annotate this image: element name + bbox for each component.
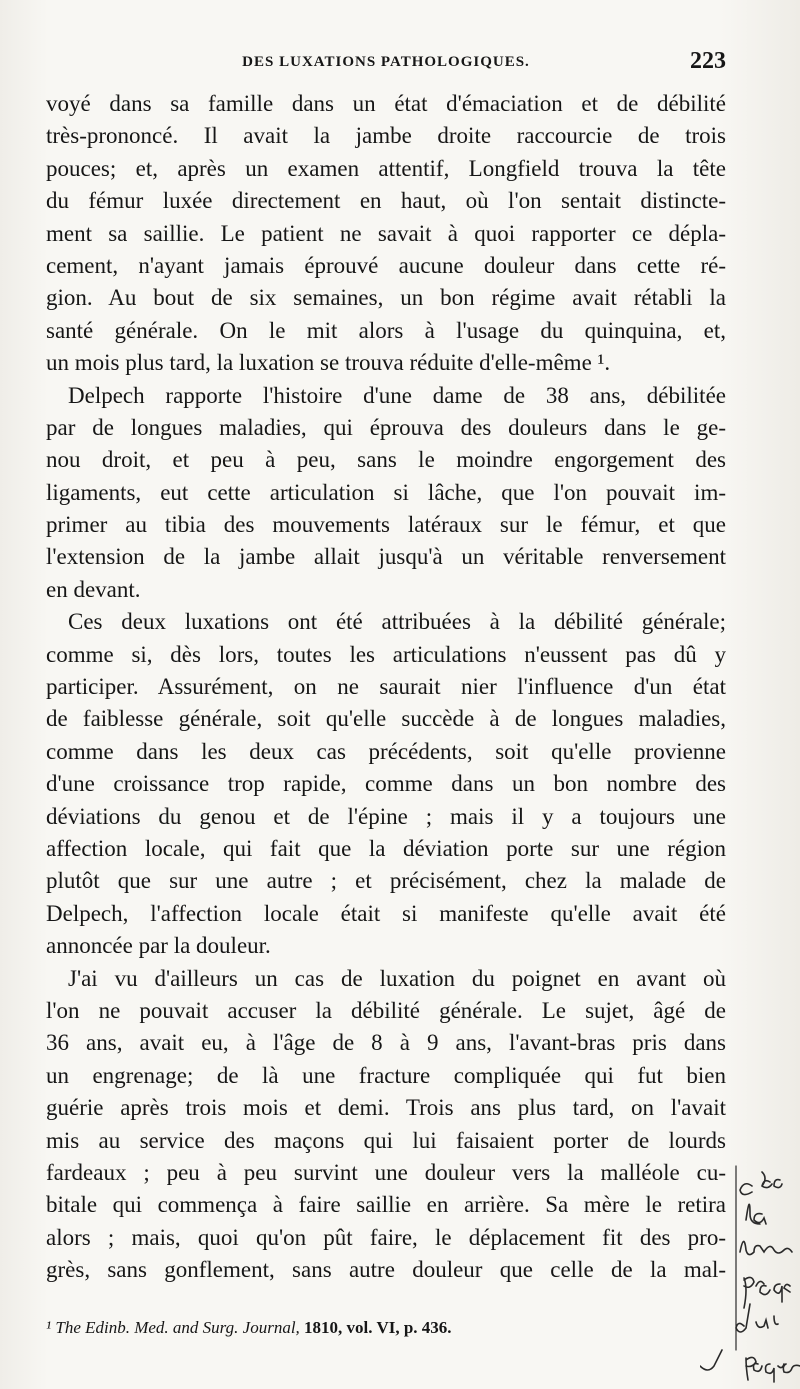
text-line: l'extension de la jambe allait jusqu'à un véritable renversement bbox=[46, 544, 726, 570]
text-line: ligaments, eut cette articulation si lâche, que l'on pouvait im- bbox=[46, 479, 726, 505]
text-line: Delpech, l'affection locale était si manifeste qu'elle avait été bbox=[46, 900, 726, 926]
text-line: gion. Au bout de six semaines, un bon régime avait rétabli la bbox=[46, 285, 726, 311]
footnote-citation: The Edinb. Med. and Surg. Journal, bbox=[55, 1318, 300, 1337]
text-line: plutôt que sur une autre ; et précisément, chez la malade de bbox=[46, 868, 726, 894]
running-title: DES LUXATIONS PATHOLOGIQUES. bbox=[242, 54, 530, 70]
text-line: bitale qui commença à faire saillie en arrière. Sa mère le retira bbox=[46, 1192, 726, 1218]
text-line: affection locale, qui fait que la déviation porte sur une région bbox=[46, 835, 726, 861]
text-line: cement, n'ayant jamais éprouvé aucune douleur dans cette ré- bbox=[46, 252, 726, 278]
text-line: ment sa saillie. Le patient ne savait à quoi rapporter ce dépla- bbox=[46, 220, 726, 246]
text-line: annoncée par la douleur. bbox=[46, 933, 271, 959]
text-line: en devant. bbox=[46, 576, 141, 602]
text-line: d'une croissance trop rapide, comme dans un bon nombre des bbox=[46, 771, 726, 797]
text-line: un mois plus tard, la luxation se trouva réduite d'elle-même ¹. bbox=[46, 350, 611, 376]
page-number: 223 bbox=[690, 48, 726, 74]
text-line: nou droit, et peu à peu, sans le moindre engorgement des bbox=[46, 447, 726, 473]
text-line: grès, sans gonflement, sans autre douleur que celle de la mal- bbox=[46, 1257, 726, 1283]
text-line: J'ai vu d'ailleurs un cas de luxation du poignet en avant où bbox=[68, 965, 726, 991]
text-line: comme dans les deux cas précédents, soit qu'elle provienne bbox=[46, 738, 726, 764]
text-line: primer au tibia des mouvements latéraux sur le fémur, et que bbox=[46, 512, 726, 538]
text-line: participer. Assurément, on ne saurait nier l'influence d'un état bbox=[46, 674, 726, 700]
text-line: fardeaux ; peu à peu survint une douleur vers la malléole cu- bbox=[46, 1159, 726, 1185]
text-line: très-prononcé. Il avait la jambe droite raccourcie de trois bbox=[46, 123, 726, 149]
text-line: Delpech rapporte l'histoire d'une dame de 38 ans, débilitée bbox=[68, 382, 726, 408]
footnote-marker: ¹ bbox=[46, 1318, 52, 1337]
text-line: du fémur luxée directement en haut, où l'on sentait distincte- bbox=[46, 188, 726, 214]
text-line: de faiblesse générale, soit qu'elle succède à de longues maladies, bbox=[46, 706, 726, 732]
text-line: comme si, dès lors, toutes les articulations n'eussent pas dû y bbox=[46, 641, 726, 667]
text-line: Ces deux luxations ont été attribuées à la débilité générale; bbox=[68, 609, 726, 635]
text-line: mis au service des maçons qui lui faisaient porter de lourds bbox=[46, 1127, 726, 1153]
text-line: pouces; et, après un examen attentif, Longfield trouva la tête bbox=[46, 155, 726, 181]
text-line: 36 ans, avait eu, à l'âge de 8 à 9 ans, l'avant-bras pris dans bbox=[46, 1030, 726, 1056]
text-line: déviations du genou et de l'épine ; mais il y a toujours une bbox=[46, 803, 726, 829]
text-line: alors ; mais, quoi qu'on pût faire, le déplacement fit des pro- bbox=[46, 1224, 726, 1250]
page-header bbox=[46, 48, 726, 78]
text-line: l'on ne pouvait accuser la débilité générale. Le sujet, âgé de bbox=[46, 997, 726, 1023]
footnote bbox=[46, 1318, 726, 1338]
text-line: un engrenage; de là une fracture compliquée qui fut bien bbox=[46, 1062, 726, 1088]
footnote-details: 1810, vol. VI, p. 436. bbox=[304, 1318, 452, 1337]
handwritten-annotation bbox=[700, 1160, 800, 1389]
text-line: santé générale. On le mit alors à l'usage du quinquina, et, bbox=[46, 317, 726, 343]
body-text bbox=[46, 88, 726, 1286]
text-line: voyé dans sa famille dans un état d'émaciation et de débilité bbox=[46, 91, 726, 116]
text-line: guérie après trois mois et demi. Trois ans plus tard, on l'avait bbox=[46, 1095, 726, 1121]
text-line: par de longues maladies, qui éprouva des douleurs dans le ge- bbox=[46, 414, 726, 440]
